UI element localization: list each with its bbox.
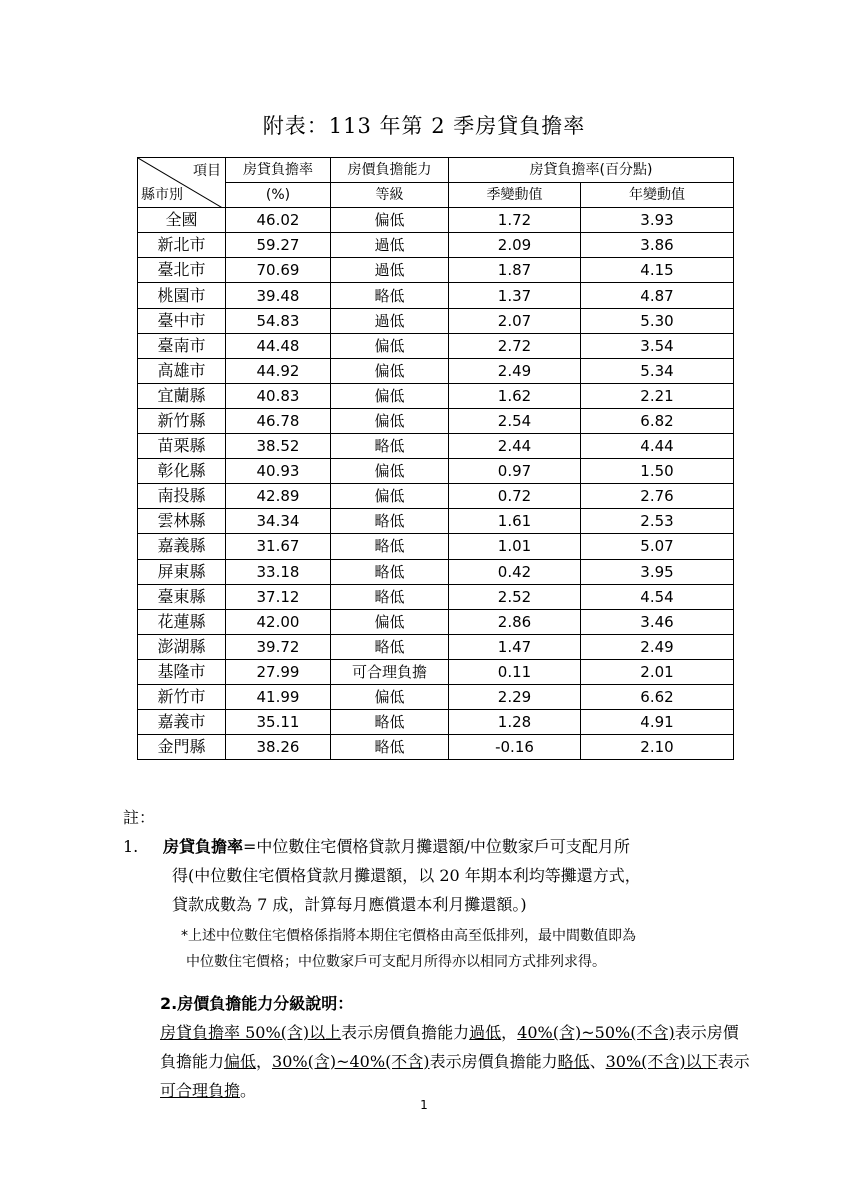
table-row (138, 634, 734, 659)
note-1-line-1 (123, 803, 753, 861)
rate-cell: 70.69 (226, 258, 331, 283)
threshold-below-30: 30%(不含)以下 (605, 1052, 718, 1071)
level-very-low: 過低 (469, 1023, 502, 1042)
level-slightly-low: 略低 (557, 1052, 590, 1071)
supplement-line-2: 中位數住宅價格；中位數家戶可支配月所得亦以相同方式排列求得。 (186, 954, 606, 970)
level-cell: 略低 (331, 634, 449, 659)
qoq-cell: 1.37 (449, 283, 581, 308)
qoq-cell: 1.72 (449, 208, 581, 233)
yoy-cell: 6.62 (581, 684, 734, 709)
level-cell: 偏低 (331, 383, 449, 408)
rate-cell: 42.89 (226, 484, 331, 509)
level-cell: 偏低 (331, 333, 449, 358)
table-row (138, 434, 734, 459)
note-2-text: 表示房價負擔能力 (341, 1023, 470, 1042)
yoy-cell: 2.53 (581, 509, 734, 534)
yoy-cell: 5.07 (581, 534, 734, 559)
col-header-rate: 房貸負擔率 (226, 158, 331, 183)
level-cell: 過低 (331, 233, 449, 258)
level-cell: 略低 (331, 434, 449, 459)
note-2-text: 表示 (717, 1052, 750, 1071)
note-1-definition: =中位數住宅價格貸款月攤還額/中位數家戶可支配月所 (243, 837, 630, 856)
qoq-cell: 0.42 (449, 559, 581, 584)
region-cell: 彰化縣 (138, 459, 226, 484)
table-row (138, 684, 734, 709)
rate-cell: 33.18 (226, 559, 331, 584)
level-cell: 略低 (331, 584, 449, 609)
yoy-cell: 4.15 (581, 258, 734, 283)
region-cell: 臺東縣 (138, 584, 226, 609)
region-cell: 嘉義市 (138, 710, 226, 735)
level-cell: 可合理負擔 (331, 659, 449, 684)
table-row (138, 283, 734, 308)
yoy-cell: 4.54 (581, 584, 734, 609)
level-cell: 略低 (331, 559, 449, 584)
corner-region-label: 縣市別 (141, 187, 183, 204)
rate-cell: 44.92 (226, 358, 331, 383)
note-1-supplement (123, 923, 753, 975)
level-cell: 偏低 (331, 609, 449, 634)
rate-cell: 38.52 (226, 434, 331, 459)
table-row (138, 208, 734, 233)
rate-cell: 40.93 (226, 459, 331, 484)
col-header-level: 房價負擔能力 (331, 158, 449, 183)
note-2-text: 表示房價負擔能力 (429, 1052, 558, 1071)
yoy-cell: 2.01 (581, 659, 734, 684)
region-cell: 宜蘭縣 (138, 383, 226, 408)
table-row (138, 710, 734, 735)
note-2-text: 表示房價負擔能力 (160, 1023, 739, 1071)
separator: 。 (240, 1081, 257, 1100)
qoq-cell: 2.29 (449, 684, 581, 709)
rate-cell: 42.00 (226, 609, 331, 634)
region-cell: 臺北市 (138, 258, 226, 283)
region-cell: 高雄市 (138, 358, 226, 383)
note-2-heading: 2.房價負擔能力分級說明： (160, 994, 354, 1013)
qoq-cell: 2.52 (449, 584, 581, 609)
col-header-rate-unit: (%) (226, 183, 331, 208)
table-row (138, 534, 734, 559)
yoy-cell: 6.82 (581, 408, 734, 433)
level-cell: 偏低 (331, 684, 449, 709)
rate-cell: 39.48 (226, 283, 331, 308)
region-cell: 金門縣 (138, 735, 226, 760)
rate-cell: 37.12 (226, 584, 331, 609)
qoq-cell: 1.28 (449, 710, 581, 735)
level-cell: 略低 (331, 710, 449, 735)
region-cell: 屏東縣 (138, 559, 226, 584)
level-cell: 過低 (331, 308, 449, 333)
separator: ， (256, 1052, 273, 1071)
level-cell: 略低 (331, 735, 449, 760)
table-row (138, 559, 734, 584)
region-cell: 臺中市 (138, 308, 226, 333)
qoq-cell: 0.97 (449, 459, 581, 484)
qoq-cell: -0.16 (449, 735, 581, 760)
col-header-qoq: 季變動值 (449, 183, 581, 208)
page-number: 1 (420, 1098, 428, 1112)
yoy-cell: 4.87 (581, 283, 734, 308)
col-header-level-sub: 等級 (331, 183, 449, 208)
table-row (138, 659, 734, 684)
footnotes (123, 803, 753, 1105)
col-header-change-group: 房貸負擔率(百分點) (449, 158, 734, 183)
yoy-cell: 4.91 (581, 710, 734, 735)
qoq-cell: 0.11 (449, 659, 581, 684)
yoy-cell: 3.93 (581, 208, 734, 233)
level-cell: 過低 (331, 258, 449, 283)
yoy-cell: 2.10 (581, 735, 734, 760)
table-row (138, 584, 734, 609)
header-row-1 (138, 158, 734, 183)
note-1-term: 房貸負擔率 (163, 837, 244, 856)
qoq-cell: 1.61 (449, 509, 581, 534)
table-row (138, 408, 734, 433)
rate-cell: 35.11 (226, 710, 331, 735)
yoy-cell: 3.95 (581, 559, 734, 584)
yoy-cell: 3.86 (581, 233, 734, 258)
yoy-cell: 2.21 (581, 383, 734, 408)
level-cell: 略低 (331, 534, 449, 559)
level-cell: 略低 (331, 283, 449, 308)
level-cell: 偏低 (331, 408, 449, 433)
rate-cell: 40.83 (226, 383, 331, 408)
table-row (138, 383, 734, 408)
table-row (138, 735, 734, 760)
region-cell: 臺南市 (138, 333, 226, 358)
yoy-cell: 3.54 (581, 333, 734, 358)
rate-cell: 54.83 (226, 308, 331, 333)
yoy-cell: 2.76 (581, 484, 734, 509)
table-row (138, 509, 734, 534)
rate-cell: 31.67 (226, 534, 331, 559)
table-row (138, 609, 734, 634)
rate-cell: 59.27 (226, 233, 331, 258)
table-row (138, 233, 734, 258)
rate-cell: 46.78 (226, 408, 331, 433)
page-title: 附表：113 年第 2 季房貸負擔率 (262, 114, 586, 138)
region-cell: 花蓮縣 (138, 609, 226, 634)
yoy-cell: 2.49 (581, 634, 734, 659)
header-row-2 (138, 183, 734, 208)
table-row (138, 333, 734, 358)
note-1-label: 註：1. (123, 808, 156, 856)
region-cell: 苗栗縣 (138, 434, 226, 459)
rate-cell: 27.99 (226, 659, 331, 684)
corner-item-label: 項目 (193, 163, 221, 179)
qoq-cell: 2.07 (449, 308, 581, 333)
supplement-line-1: *上述中位數住宅價格係指將本期住宅價格由高至低排列，最中間數值即為 (181, 928, 636, 944)
level-low: 偏低 (224, 1052, 257, 1071)
table-row (138, 358, 734, 383)
table-row (138, 459, 734, 484)
qoq-cell: 1.62 (449, 383, 581, 408)
threshold-40-50: 40%(含)~50%(不含) (517, 1023, 675, 1042)
qoq-cell: 1.87 (449, 258, 581, 283)
level-cell: 偏低 (331, 208, 449, 233)
yoy-cell: 5.30 (581, 308, 734, 333)
note-1-line-2: 得(中位數住宅價格貸款月攤還額，以 20 年期本利均等攤還方式， (172, 866, 641, 885)
region-cell: 全國 (138, 208, 226, 233)
separator: ， (501, 1023, 518, 1042)
qoq-cell: 2.86 (449, 609, 581, 634)
col-header-yoy: 年變動值 (581, 183, 734, 208)
level-cell: 偏低 (331, 459, 449, 484)
rate-cell: 34.34 (226, 509, 331, 534)
corner-header-cell (138, 158, 226, 208)
region-cell: 雲林縣 (138, 509, 226, 534)
yoy-cell: 5.34 (581, 358, 734, 383)
note-2-body (160, 1018, 753, 1105)
table-row (138, 258, 734, 283)
rate-cell: 44.48 (226, 333, 331, 358)
yoy-cell: 1.50 (581, 459, 734, 484)
region-cell: 新竹縣 (138, 408, 226, 433)
qoq-cell: 2.09 (449, 233, 581, 258)
level-cell: 偏低 (331, 484, 449, 509)
region-cell: 基隆市 (138, 659, 226, 684)
region-cell: 南投縣 (138, 484, 226, 509)
table-row (138, 308, 734, 333)
rate-cell: 39.72 (226, 634, 331, 659)
separator: 、 (589, 1052, 606, 1071)
qoq-cell: 1.01 (449, 534, 581, 559)
qoq-cell: 0.72 (449, 484, 581, 509)
region-cell: 澎湖縣 (138, 634, 226, 659)
note-1 (123, 803, 753, 919)
yoy-cell: 4.44 (581, 434, 734, 459)
qoq-cell: 2.54 (449, 408, 581, 433)
qoq-cell: 1.47 (449, 634, 581, 659)
region-cell: 新北市 (138, 233, 226, 258)
qoq-cell: 2.44 (449, 434, 581, 459)
affordability-table (137, 157, 734, 760)
note-1-line-3: 貸款成數為 7 成，計算每月應償還本利月攤還額。) (172, 895, 527, 914)
threshold-50: 房貸負擔率 50%(含)以上 (160, 1023, 342, 1042)
rate-cell: 38.26 (226, 735, 331, 760)
threshold-30-40: 30%(含)~40%(不含) (272, 1052, 430, 1071)
yoy-cell: 3.46 (581, 609, 734, 634)
region-cell: 新竹市 (138, 684, 226, 709)
note-2 (123, 989, 753, 1105)
level-cell: 略低 (331, 509, 449, 534)
region-cell: 嘉義縣 (138, 534, 226, 559)
qoq-cell: 2.49 (449, 358, 581, 383)
table-row (138, 484, 734, 509)
level-cell: 偏低 (331, 358, 449, 383)
rate-cell: 46.02 (226, 208, 331, 233)
rate-cell: 41.99 (226, 684, 331, 709)
level-affordable: 可合理負擔 (160, 1081, 241, 1100)
qoq-cell: 2.72 (449, 333, 581, 358)
region-cell: 桃園市 (138, 283, 226, 308)
